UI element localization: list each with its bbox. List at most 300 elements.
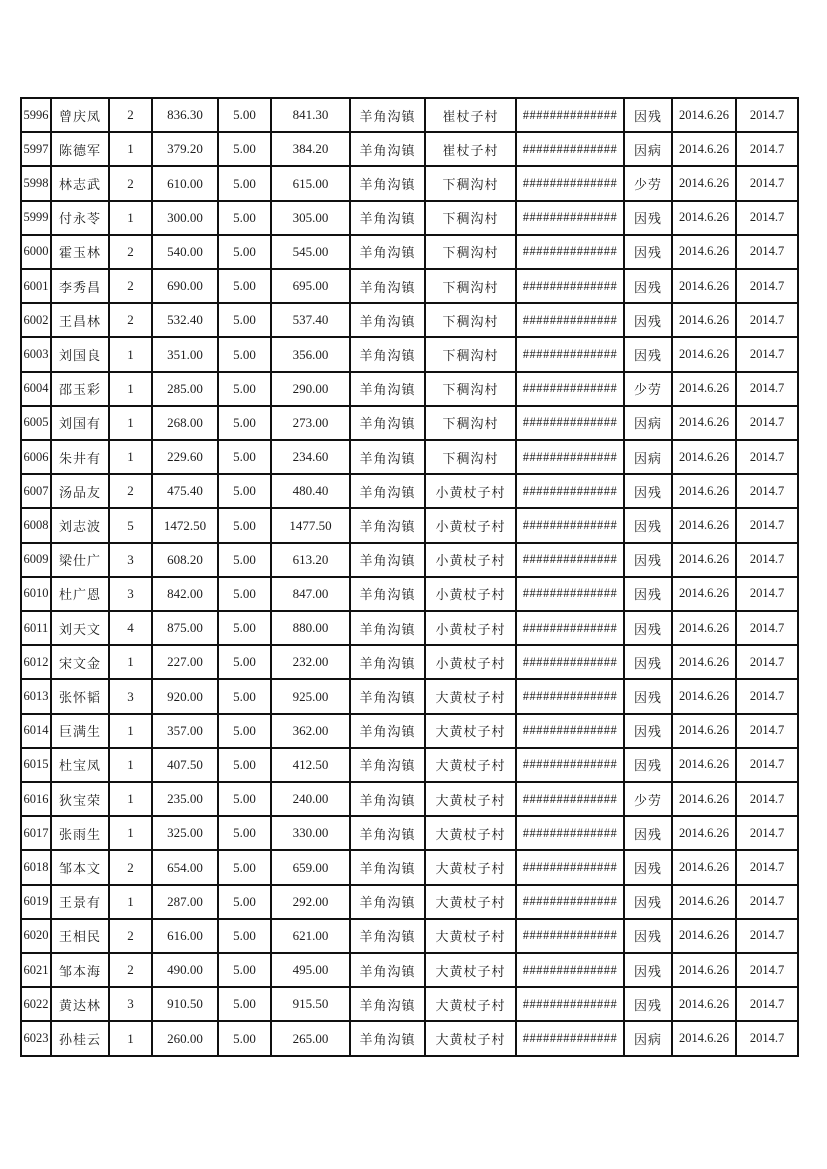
cell-amount: 287.00 [152, 885, 218, 919]
cell-town: 羊角沟镇 [350, 577, 425, 611]
cell-amount: 616.00 [152, 919, 218, 953]
cell-village: 下稠沟村 [425, 201, 516, 235]
cell-name: 梁仕广 [51, 543, 109, 577]
cell-amount: 490.00 [152, 953, 218, 987]
cell-serial: 6021 [21, 953, 51, 987]
cell-masked-value: ############## [516, 577, 624, 611]
cell-category: 因残 [624, 885, 672, 919]
cell-persons: 3 [109, 987, 152, 1021]
table-row [21, 406, 798, 440]
cell-month: 2014.7 [736, 337, 798, 371]
cell-village: 大黄杖子村 [425, 953, 516, 987]
cell-serial: 6023 [21, 1021, 51, 1056]
cell-village: 大黄杖子村 [425, 816, 516, 850]
cell-category: 因残 [624, 508, 672, 542]
cell-amount: 610.00 [152, 166, 218, 200]
cell-total: 915.50 [271, 987, 350, 1021]
cell-serial: 6002 [21, 303, 51, 337]
cell-category: 因病 [624, 132, 672, 166]
cell-amount: 836.30 [152, 98, 218, 132]
cell-month: 2014.7 [736, 543, 798, 577]
cell-total: 1477.50 [271, 508, 350, 542]
table-row [21, 850, 798, 884]
cell-persons: 5 [109, 508, 152, 542]
cell-name: 王昌林 [51, 303, 109, 337]
cell-town: 羊角沟镇 [350, 166, 425, 200]
cell-date: 2014.6.26 [672, 953, 736, 987]
table-row [21, 269, 798, 303]
cell-amount: 842.00 [152, 577, 218, 611]
cell-town: 羊角沟镇 [350, 235, 425, 269]
cell-town: 羊角沟镇 [350, 474, 425, 508]
cell-village: 小黄杖子村 [425, 508, 516, 542]
cell-increase: 5.00 [218, 987, 271, 1021]
cell-category: 少劳 [624, 782, 672, 816]
cell-town: 羊角沟镇 [350, 372, 425, 406]
cell-masked-value: ############## [516, 1021, 624, 1056]
cell-amount: 1472.50 [152, 508, 218, 542]
cell-serial: 6014 [21, 714, 51, 748]
cell-serial: 6006 [21, 440, 51, 474]
cell-masked-value: ############## [516, 406, 624, 440]
cell-serial: 6018 [21, 850, 51, 884]
cell-persons: 1 [109, 816, 152, 850]
cell-increase: 5.00 [218, 850, 271, 884]
cell-amount: 351.00 [152, 337, 218, 371]
cell-category: 因残 [624, 953, 672, 987]
table-row [21, 303, 798, 337]
cell-persons: 1 [109, 885, 152, 919]
cell-masked-value: ############## [516, 987, 624, 1021]
cell-date: 2014.6.26 [672, 748, 736, 782]
cell-date: 2014.6.26 [672, 1021, 736, 1056]
cell-village: 下稠沟村 [425, 406, 516, 440]
cell-village: 大黄杖子村 [425, 1021, 516, 1056]
cell-masked-value: ############## [516, 98, 624, 132]
cell-increase: 5.00 [218, 98, 271, 132]
cell-total: 362.00 [271, 714, 350, 748]
cell-persons: 1 [109, 337, 152, 371]
cell-total: 613.20 [271, 543, 350, 577]
cell-category: 因病 [624, 1021, 672, 1056]
cell-town: 羊角沟镇 [350, 508, 425, 542]
cell-village: 下稠沟村 [425, 372, 516, 406]
cell-masked-value: ############## [516, 543, 624, 577]
cell-date: 2014.6.26 [672, 679, 736, 713]
cell-amount: 300.00 [152, 201, 218, 235]
cell-category: 因残 [624, 816, 672, 850]
cell-persons: 4 [109, 611, 152, 645]
cell-category: 因病 [624, 440, 672, 474]
cell-serial: 6011 [21, 611, 51, 645]
cell-month: 2014.7 [736, 645, 798, 679]
cell-persons: 2 [109, 269, 152, 303]
cell-serial: 6005 [21, 406, 51, 440]
table-row [21, 919, 798, 953]
table-row [21, 816, 798, 850]
cell-increase: 5.00 [218, 611, 271, 645]
cell-serial: 6004 [21, 372, 51, 406]
cell-village: 下稠沟村 [425, 337, 516, 371]
cell-name: 宋文金 [51, 645, 109, 679]
cell-town: 羊角沟镇 [350, 953, 425, 987]
cell-persons: 1 [109, 201, 152, 235]
cell-name: 邹本海 [51, 953, 109, 987]
cell-amount: 875.00 [152, 611, 218, 645]
cell-town: 羊角沟镇 [350, 987, 425, 1021]
cell-amount: 407.50 [152, 748, 218, 782]
cell-month: 2014.7 [736, 201, 798, 235]
cell-amount: 285.00 [152, 372, 218, 406]
cell-category: 因残 [624, 987, 672, 1021]
cell-date: 2014.6.26 [672, 201, 736, 235]
cell-date: 2014.6.26 [672, 235, 736, 269]
cell-month: 2014.7 [736, 577, 798, 611]
cell-category: 因残 [624, 919, 672, 953]
cell-name: 刘国良 [51, 337, 109, 371]
cell-amount: 475.40 [152, 474, 218, 508]
cell-amount: 235.00 [152, 782, 218, 816]
table-row [21, 714, 798, 748]
cell-village: 大黄杖子村 [425, 679, 516, 713]
cell-name: 杜广恩 [51, 577, 109, 611]
cell-amount: 608.20 [152, 543, 218, 577]
cell-name: 邵玉彩 [51, 372, 109, 406]
table-row [21, 474, 798, 508]
table-row [21, 543, 798, 577]
cell-name: 巨满生 [51, 714, 109, 748]
cell-name: 付永苓 [51, 201, 109, 235]
cell-masked-value: ############## [516, 611, 624, 645]
cell-month: 2014.7 [736, 714, 798, 748]
cell-amount: 260.00 [152, 1021, 218, 1056]
cell-total: 412.50 [271, 748, 350, 782]
cell-town: 羊角沟镇 [350, 337, 425, 371]
cell-persons: 1 [109, 748, 152, 782]
cell-masked-value: ############## [516, 816, 624, 850]
cell-village: 大黄杖子村 [425, 748, 516, 782]
cell-total: 545.00 [271, 235, 350, 269]
cell-category: 因残 [624, 543, 672, 577]
table-row [21, 782, 798, 816]
cell-date: 2014.6.26 [672, 303, 736, 337]
cell-masked-value: ############## [516, 201, 624, 235]
cell-masked-value: ############## [516, 132, 624, 166]
cell-serial: 6020 [21, 919, 51, 953]
cell-village: 下稠沟村 [425, 303, 516, 337]
cell-increase: 5.00 [218, 235, 271, 269]
cell-town: 羊角沟镇 [350, 782, 425, 816]
cell-month: 2014.7 [736, 166, 798, 200]
cell-category: 因残 [624, 235, 672, 269]
cell-masked-value: ############## [516, 850, 624, 884]
cell-increase: 5.00 [218, 885, 271, 919]
cell-category: 因残 [624, 303, 672, 337]
cell-masked-value: ############## [516, 748, 624, 782]
cell-category: 因残 [624, 337, 672, 371]
cell-serial: 6009 [21, 543, 51, 577]
cell-increase: 5.00 [218, 953, 271, 987]
cell-village: 大黄杖子村 [425, 782, 516, 816]
cell-persons: 1 [109, 132, 152, 166]
cell-persons: 2 [109, 98, 152, 132]
cell-village: 小黄杖子村 [425, 611, 516, 645]
cell-name: 李秀昌 [51, 269, 109, 303]
cell-masked-value: ############## [516, 474, 624, 508]
cell-serial: 6016 [21, 782, 51, 816]
cell-month: 2014.7 [736, 1021, 798, 1056]
cell-serial: 6000 [21, 235, 51, 269]
cell-name: 黄达林 [51, 987, 109, 1021]
table-row [21, 885, 798, 919]
cell-total: 847.00 [271, 577, 350, 611]
cell-name: 林志武 [51, 166, 109, 200]
cell-village: 下稠沟村 [425, 166, 516, 200]
cell-name: 曾庆凤 [51, 98, 109, 132]
cell-total: 273.00 [271, 406, 350, 440]
table-body [21, 98, 798, 1056]
cell-town: 羊角沟镇 [350, 406, 425, 440]
cell-persons: 2 [109, 474, 152, 508]
cell-date: 2014.6.26 [672, 850, 736, 884]
cell-total: 621.00 [271, 919, 350, 953]
cell-increase: 5.00 [218, 679, 271, 713]
cell-serial: 6013 [21, 679, 51, 713]
cell-amount: 229.60 [152, 440, 218, 474]
cell-total: 384.20 [271, 132, 350, 166]
cell-village: 大黄杖子村 [425, 850, 516, 884]
cell-name: 朱井有 [51, 440, 109, 474]
cell-village: 下稠沟村 [425, 269, 516, 303]
cell-increase: 5.00 [218, 474, 271, 508]
cell-name: 邹本文 [51, 850, 109, 884]
table-row [21, 440, 798, 474]
cell-persons: 1 [109, 782, 152, 816]
cell-category: 因残 [624, 645, 672, 679]
cell-amount: 357.00 [152, 714, 218, 748]
cell-village: 崔杖子村 [425, 98, 516, 132]
cell-name: 张怀韬 [51, 679, 109, 713]
cell-date: 2014.6.26 [672, 440, 736, 474]
cell-amount: 540.00 [152, 235, 218, 269]
cell-town: 羊角沟镇 [350, 543, 425, 577]
cell-total: 234.60 [271, 440, 350, 474]
cell-town: 羊角沟镇 [350, 98, 425, 132]
cell-town: 羊角沟镇 [350, 679, 425, 713]
cell-village: 大黄杖子村 [425, 987, 516, 1021]
cell-persons: 1 [109, 1021, 152, 1056]
cell-serial: 5998 [21, 166, 51, 200]
cell-total: 495.00 [271, 953, 350, 987]
cell-month: 2014.7 [736, 474, 798, 508]
cell-total: 615.00 [271, 166, 350, 200]
cell-date: 2014.6.26 [672, 406, 736, 440]
cell-serial: 6003 [21, 337, 51, 371]
cell-village: 小黄杖子村 [425, 645, 516, 679]
cell-month: 2014.7 [736, 679, 798, 713]
cell-persons: 1 [109, 406, 152, 440]
cell-name: 刘志波 [51, 508, 109, 542]
cell-masked-value: ############## [516, 645, 624, 679]
cell-name: 霍玉林 [51, 235, 109, 269]
cell-serial: 6008 [21, 508, 51, 542]
cell-date: 2014.6.26 [672, 337, 736, 371]
cell-serial: 5996 [21, 98, 51, 132]
cell-masked-value: ############## [516, 885, 624, 919]
cell-month: 2014.7 [736, 406, 798, 440]
table-row [21, 679, 798, 713]
cell-increase: 5.00 [218, 782, 271, 816]
cell-name: 刘天文 [51, 611, 109, 645]
cell-name: 陈德军 [51, 132, 109, 166]
cell-date: 2014.6.26 [672, 885, 736, 919]
cell-month: 2014.7 [736, 508, 798, 542]
cell-category: 少劳 [624, 372, 672, 406]
cell-serial: 5997 [21, 132, 51, 166]
cell-persons: 2 [109, 953, 152, 987]
cell-date: 2014.6.26 [672, 816, 736, 850]
cell-category: 因残 [624, 714, 672, 748]
cell-masked-value: ############## [516, 235, 624, 269]
cell-month: 2014.7 [736, 953, 798, 987]
cell-village: 大黄杖子村 [425, 885, 516, 919]
cell-serial: 6015 [21, 748, 51, 782]
cell-date: 2014.6.26 [672, 645, 736, 679]
cell-month: 2014.7 [736, 816, 798, 850]
cell-month: 2014.7 [736, 440, 798, 474]
cell-total: 330.00 [271, 816, 350, 850]
cell-date: 2014.6.26 [672, 132, 736, 166]
cell-serial: 5999 [21, 201, 51, 235]
cell-persons: 2 [109, 303, 152, 337]
table-row [21, 611, 798, 645]
cell-category: 因残 [624, 201, 672, 235]
table-row [21, 953, 798, 987]
cell-month: 2014.7 [736, 611, 798, 645]
cell-total: 232.00 [271, 645, 350, 679]
table-row [21, 645, 798, 679]
cell-month: 2014.7 [736, 885, 798, 919]
cell-name: 狄宝荣 [51, 782, 109, 816]
cell-town: 羊角沟镇 [350, 885, 425, 919]
cell-increase: 5.00 [218, 748, 271, 782]
cell-total: 841.30 [271, 98, 350, 132]
cell-increase: 5.00 [218, 577, 271, 611]
cell-town: 羊角沟镇 [350, 1021, 425, 1056]
cell-month: 2014.7 [736, 919, 798, 953]
cell-name: 刘国有 [51, 406, 109, 440]
cell-amount: 910.50 [152, 987, 218, 1021]
cell-increase: 5.00 [218, 201, 271, 235]
cell-increase: 5.00 [218, 816, 271, 850]
cell-persons: 1 [109, 714, 152, 748]
cell-category: 少劳 [624, 166, 672, 200]
cell-total: 356.00 [271, 337, 350, 371]
cell-serial: 6001 [21, 269, 51, 303]
cell-masked-value: ############## [516, 919, 624, 953]
cell-village: 崔杖子村 [425, 132, 516, 166]
cell-serial: 6019 [21, 885, 51, 919]
cell-increase: 5.00 [218, 406, 271, 440]
table-row [21, 98, 798, 132]
cell-increase: 5.00 [218, 166, 271, 200]
cell-town: 羊角沟镇 [350, 132, 425, 166]
cell-amount: 227.00 [152, 645, 218, 679]
cell-masked-value: ############## [516, 166, 624, 200]
table-row [21, 508, 798, 542]
cell-increase: 5.00 [218, 645, 271, 679]
table-row [21, 1021, 798, 1056]
cell-serial: 6012 [21, 645, 51, 679]
cell-amount: 379.20 [152, 132, 218, 166]
table-row [21, 577, 798, 611]
cell-date: 2014.6.26 [672, 98, 736, 132]
cell-name: 张雨生 [51, 816, 109, 850]
cell-town: 羊角沟镇 [350, 611, 425, 645]
cell-masked-value: ############## [516, 782, 624, 816]
cell-masked-value: ############## [516, 269, 624, 303]
cell-persons: 2 [109, 919, 152, 953]
cell-increase: 5.00 [218, 543, 271, 577]
cell-total: 925.00 [271, 679, 350, 713]
cell-amount: 532.40 [152, 303, 218, 337]
cell-month: 2014.7 [736, 235, 798, 269]
cell-name: 王景有 [51, 885, 109, 919]
cell-increase: 5.00 [218, 714, 271, 748]
cell-total: 659.00 [271, 850, 350, 884]
cell-persons: 3 [109, 543, 152, 577]
cell-town: 羊角沟镇 [350, 440, 425, 474]
cell-serial: 6007 [21, 474, 51, 508]
cell-village: 大黄杖子村 [425, 919, 516, 953]
cell-town: 羊角沟镇 [350, 816, 425, 850]
cell-total: 880.00 [271, 611, 350, 645]
cell-category: 因残 [624, 474, 672, 508]
cell-village: 大黄杖子村 [425, 714, 516, 748]
cell-name: 汤品友 [51, 474, 109, 508]
cell-category: 因残 [624, 611, 672, 645]
cell-category: 因残 [624, 269, 672, 303]
cell-persons: 2 [109, 166, 152, 200]
subsidy-roster-table [20, 97, 799, 1057]
cell-masked-value: ############## [516, 714, 624, 748]
cell-town: 羊角沟镇 [350, 919, 425, 953]
cell-category: 因残 [624, 850, 672, 884]
cell-serial: 6022 [21, 987, 51, 1021]
cell-increase: 5.00 [218, 303, 271, 337]
cell-persons: 1 [109, 440, 152, 474]
cell-category: 因残 [624, 748, 672, 782]
cell-date: 2014.6.26 [672, 714, 736, 748]
cell-category: 因病 [624, 406, 672, 440]
cell-increase: 5.00 [218, 337, 271, 371]
cell-category: 因残 [624, 98, 672, 132]
cell-persons: 1 [109, 372, 152, 406]
cell-town: 羊角沟镇 [350, 748, 425, 782]
cell-village: 下稠沟村 [425, 235, 516, 269]
cell-masked-value: ############## [516, 372, 624, 406]
cell-month: 2014.7 [736, 303, 798, 337]
cell-masked-value: ############## [516, 679, 624, 713]
cell-month: 2014.7 [736, 98, 798, 132]
cell-town: 羊角沟镇 [350, 850, 425, 884]
cell-village: 下稠沟村 [425, 440, 516, 474]
cell-village: 小黄杖子村 [425, 577, 516, 611]
cell-increase: 5.00 [218, 372, 271, 406]
cell-name: 杜宝凤 [51, 748, 109, 782]
table-row [21, 201, 798, 235]
cell-amount: 325.00 [152, 816, 218, 850]
